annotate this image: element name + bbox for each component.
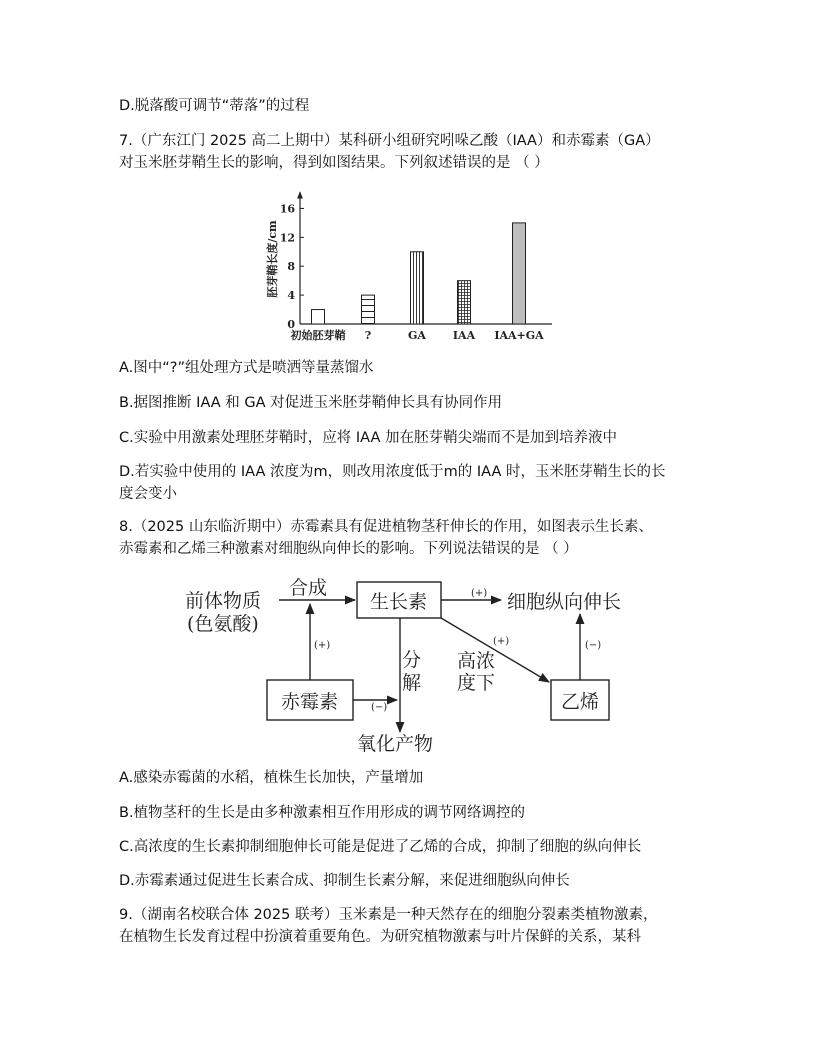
- q7-option-c: C.实验中用激素处理胚芽鞘时，应将 IAA 加在胚芽鞘尖端而不是加到培养液中: [119, 430, 617, 446]
- high-conc-label-2: 度下: [457, 672, 496, 694]
- y-tick-label: 8: [287, 260, 295, 274]
- bar: [513, 223, 526, 324]
- q8-stem-line1: 8.（2025 山东临沂期中）赤霉素具有促进植物茎秆伸长的作用，如图表示生长素、: [119, 519, 653, 535]
- x-tick-label: 初始胚芽鞘: [290, 329, 346, 342]
- precursor-label: 前体物质: [185, 590, 262, 612]
- q8-option-c: C.高浓度的生长素抑制细胞伸长可能是促进了乙烯的合成，抑制了细胞的纵向伸长: [119, 839, 642, 855]
- ethylene-inhibit-sign: (−): [585, 640, 602, 651]
- ethylene-label: 乙烯: [561, 691, 600, 713]
- q9-stem-line2: 在植物生长发育过程中扮演着重要角色。为研究植物激素与叶片保鲜的关系，某科: [119, 929, 641, 945]
- gibberellin-synthesis-sign: (+): [314, 640, 331, 651]
- precursor-sub-label: (色氨酸): [187, 613, 259, 635]
- y-tick-label: 4: [287, 289, 295, 303]
- x-tick-label: GA: [408, 329, 426, 342]
- y-axis-label: 胚芽鞘长度/cm: [266, 220, 279, 298]
- x-tick-label: ?: [364, 329, 372, 342]
- gibberellin-inhibit-sign: (−): [371, 702, 388, 713]
- gibberellin-label: 赤霉素: [281, 691, 339, 713]
- q7-option-b: B.据图推断 IAA 和 GA 对促进玉米胚芽鞘伸长具有协同作用: [119, 395, 503, 411]
- elongation-label: 细胞纵向伸长: [507, 591, 622, 613]
- q8-stem-line2: 赤霉素和乙烯三种激素对细胞纵向伸长的影响。下列说法错误的是 （ ）: [119, 541, 578, 557]
- y-tick-label: 12: [279, 231, 295, 245]
- bar-chart: [262, 186, 562, 346]
- q8-option-a: A.感染赤霉菌的水稻，植株生长加快，产量增加: [119, 770, 424, 786]
- q8-option-d: D.赤霉素通过促进生长素合成、抑制生长素分解，来促进细胞纵向伸长: [119, 873, 570, 889]
- decompose-label-2: 解: [402, 672, 422, 694]
- q7-stem-line1: 7.（广东江门 2025 高二上期中）某科研小组研究吲哚乙酸（IAA）和赤霉素（GA）: [119, 133, 660, 149]
- auxin-label: 生长素: [370, 591, 428, 613]
- auxin-to-ethylene-sign: (+): [493, 636, 510, 647]
- q7-option-a: A.图中“?”组处理方式是喷洒等量蒸馏水: [119, 360, 374, 376]
- q7-option-d-line1: D.若实验中使用的 IAA 浓度为m，则改用浓度低于m的 IAA 时，玉米胚芽鞘生长的长: [119, 464, 666, 480]
- q8-option-b: B.植物茎秆的生长是由多种激素相互作用形成的调节网络调控的: [119, 805, 526, 821]
- bar: [458, 281, 471, 324]
- q7-option-d-line2: 度会变小: [119, 486, 177, 502]
- high-conc-label-1: 高浓: [457, 650, 496, 672]
- prev-option-d: D.脱落酸可调节“蒂落”的过程: [119, 98, 310, 114]
- y-tick-label: 0: [287, 318, 295, 331]
- decompose-label-1: 分: [402, 649, 422, 671]
- y-tick-label: 16: [279, 202, 295, 216]
- hormone-diagram: [175, 570, 655, 760]
- q9-stem-line1: 9.（湖南名校联合体 2025 联考）玉米素是一种天然存在的细胞分裂素类植物激素，: [119, 907, 658, 923]
- x-tick-label: IAA+GA: [494, 329, 544, 342]
- bar: [362, 295, 375, 324]
- bar: [411, 252, 424, 324]
- oxidation-label: 氧化产物: [357, 733, 434, 755]
- synthesis-label: 合成: [289, 577, 328, 599]
- q7-stem-line2: 对玉米胚芽鞘生长的影响，得到如图结果。下列叙述错误的是 （ ）: [119, 155, 549, 171]
- x-tick-label: IAA: [452, 329, 476, 342]
- bar: [312, 310, 325, 324]
- auxin-to-elongation-sign: (+): [471, 588, 488, 599]
